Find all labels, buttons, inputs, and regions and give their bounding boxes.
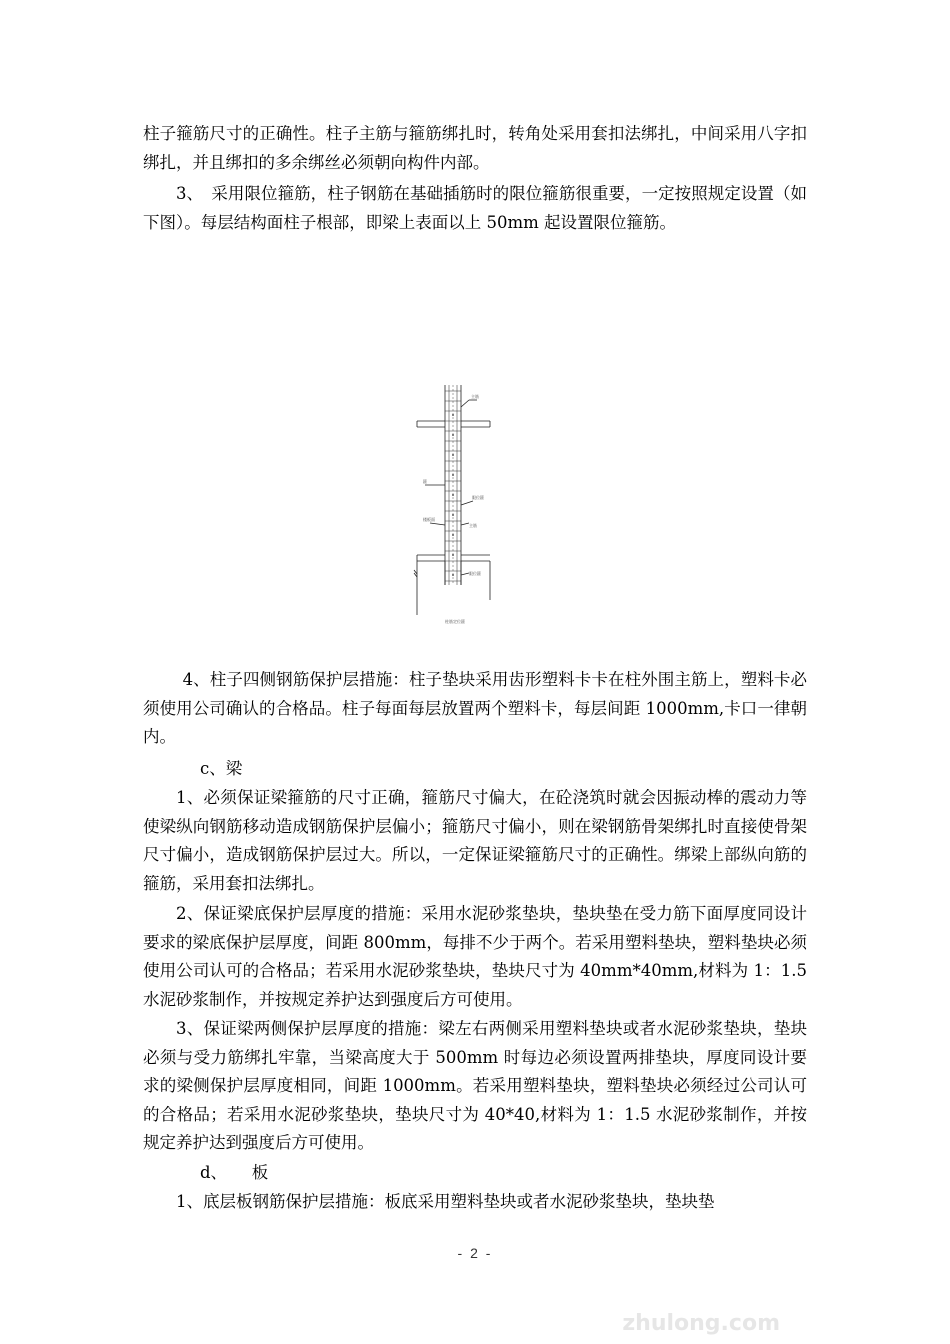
bar-dot: [452, 414, 454, 416]
paragraph-column-stirrup: 柱子箍筋尺寸的正确性。柱子主筋与箍筋绑扎时，转角处采用套扣法绑扎，中间采用八字扣绑扎，并且绑扣的多余绑丝必须朝向构件内部。: [143, 124, 807, 172]
figure-label-left-low: 楼板面: [423, 517, 435, 522]
watermark: zhulong.com: [622, 1311, 780, 1336]
section-heading-slab: d、 板: [200, 1163, 269, 1182]
figure-label-top: 主筋: [471, 394, 479, 399]
bar-dot: [452, 454, 454, 456]
bar-dot: [452, 534, 454, 536]
figure-label-right-low: 主筋: [469, 523, 477, 528]
bar-dot: [452, 514, 454, 516]
section-heading-beam: c、梁: [200, 759, 243, 778]
paragraph-beam-side-cover: 3、保证梁两侧保护层厚度的措施：梁左右两侧采用塑料垫块或者水泥砂浆垫块，垫块必须与受力筋绑扎牢靠，当梁高度大于 500mm 时每边必须设置两排垫块，厚度同设计要求的梁侧保护层厚度相同，间距 1000mm。若采用塑料垫块，塑料垫块必须经过公司认可的合格品；若采用水泥砂浆垫块，垫块尺寸为 40*40,材料为 1：1.5 水泥砂浆制作，并按规定养护达到强度后方可使用。: [143, 1019, 807, 1152]
paragraph-slab-cover: 1、底层板钢筋保护层措施：板底采用塑料垫块或者水泥砂浆垫块，垫块垫: [176, 1192, 715, 1211]
figure-label-right-mid: 限位箍: [472, 495, 484, 500]
paragraph-column-cover: 4、柱子四侧钢筋保护层措施：柱子垫块采用齿形塑料卡卡在柱外围主筋上，塑料卡必须使用公司确认的合格品。柱子每面每层放置两个塑料卡，每层间距 1000mm,卡口一律朝内。: [143, 670, 807, 746]
bar-dot: [452, 494, 454, 496]
bar-dot: [452, 434, 454, 436]
page-number: - 2 -: [457, 1245, 493, 1261]
paragraph-beam-stirrup: 1、必须保证梁箍筋的尺寸正确，箍筋尺寸偏大，在砼浇筑时就会因振动棒的震动力等使梁纵向钢筋移动造成钢筋保护层偏小；箍筋尺寸偏小，则在梁钢筋骨架绑扎时直接使骨架尺寸偏小，造成钢筋保护层过大。所以，一定保证梁箍筋尺寸的正确性。绑梁上部纵向筋的箍筋，采用套扣法绑扎。: [143, 788, 807, 893]
bar-dot: [452, 574, 454, 576]
figure-caption: 柱筋定位箍: [445, 619, 465, 624]
bar-dot: [452, 554, 454, 556]
column-limit-stirrup-diagram: [405, 385, 505, 630]
paragraph-limit-stirrup: 3、 采用限位箍筋，柱子钢筋在基础插筋时的限位箍筋很重要，一定按照规定设置（如下图）。每层结构面柱子根部，即梁上表面以上 50mm 起设置限位箍筋。: [143, 184, 807, 232]
figure-label-left: 箍: [423, 479, 427, 484]
figure-label-bottom: 限位箍: [469, 571, 481, 576]
paragraph-beam-bottom-cover: 2、保证梁底保护层厚度的措施：采用水泥砂浆垫块，垫块垫在受力筋下面厚度同设计要求的梁底保护层厚度，间距 800mm，每排不少于两个。若采用塑料垫块，塑料垫块必须使用公司认可的合格品；若采用水泥砂浆垫块，垫块尺寸为 40mm*40mm,材料为 1：1.5 水泥砂浆制作，并按规定养护达到强度后方可使用。: [143, 904, 807, 1009]
bar-dot: [452, 474, 454, 476]
